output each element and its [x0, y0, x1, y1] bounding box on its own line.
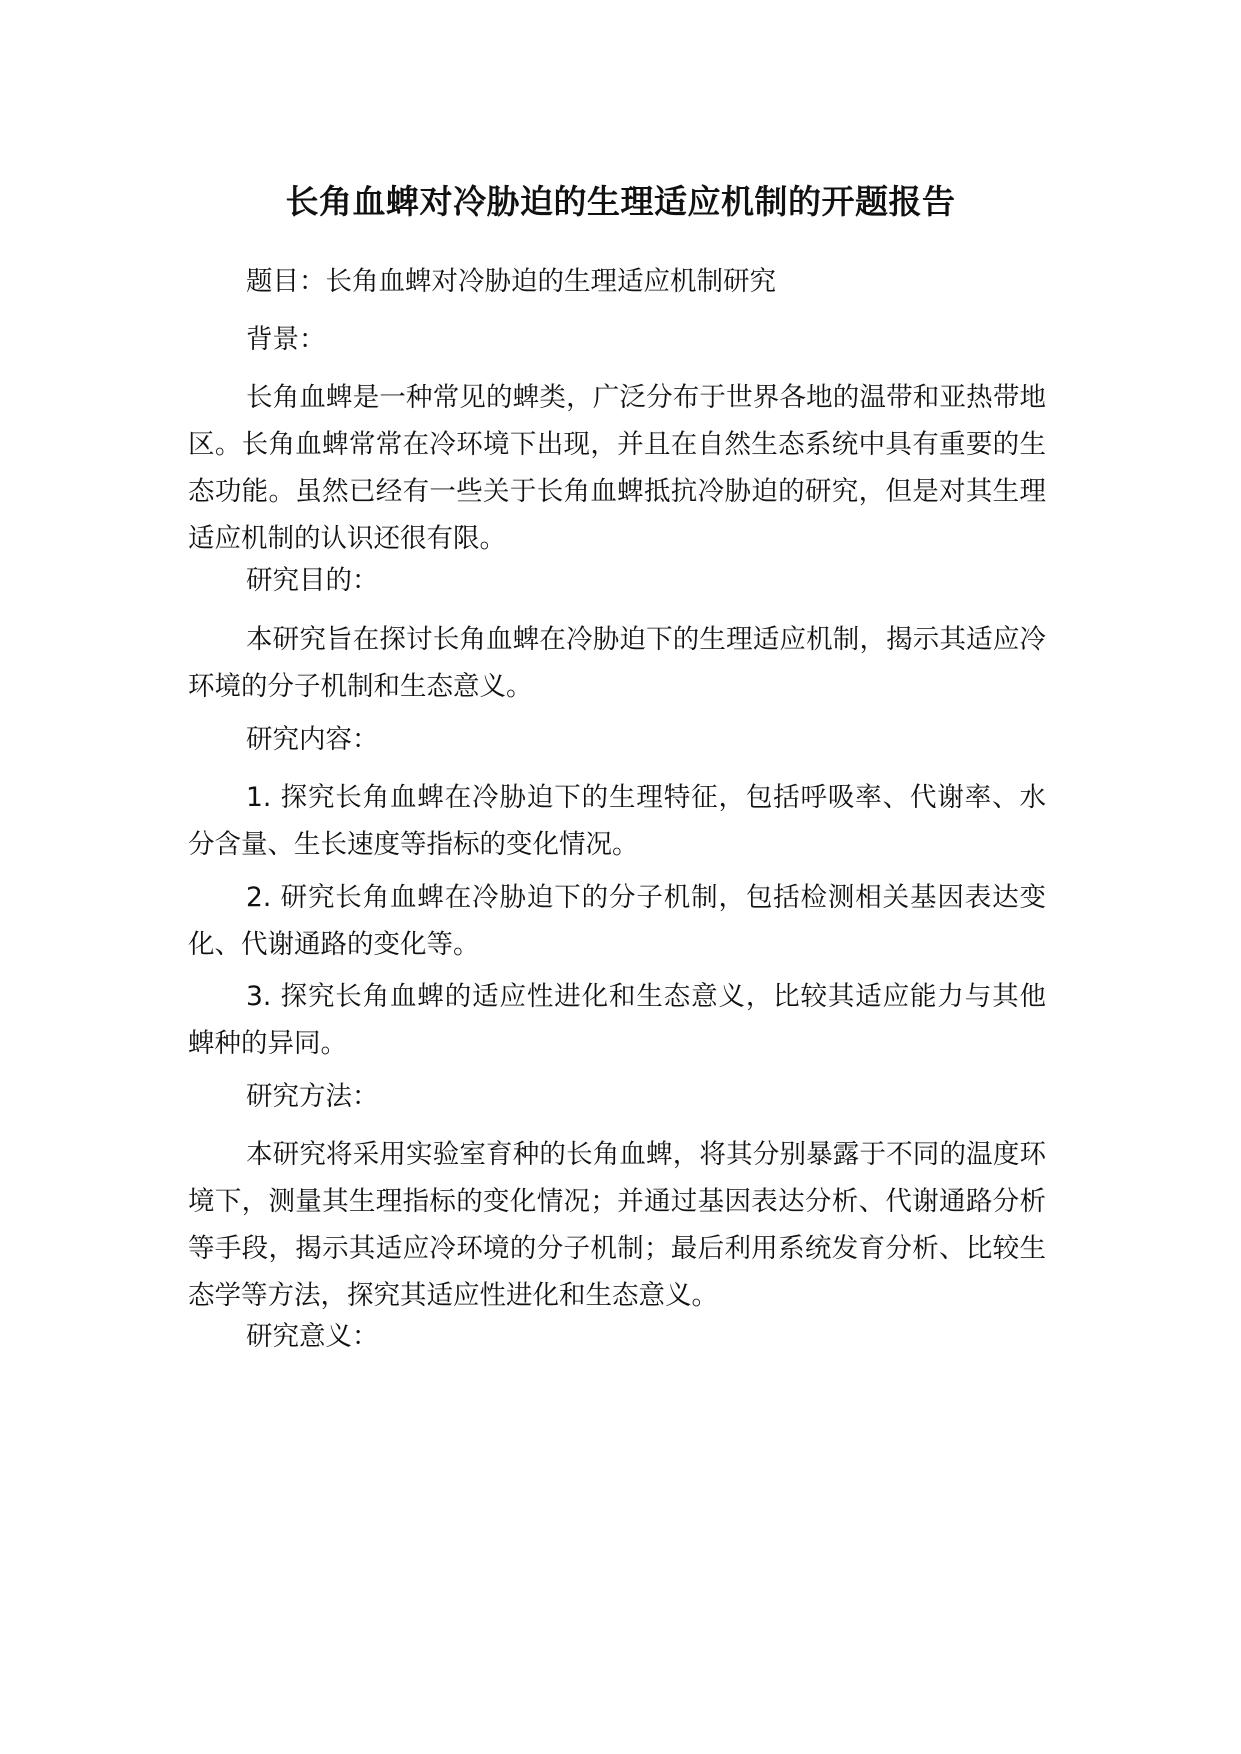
document-title: 长角血蜱对冷胁迫的生理适应机制的开题报告 [285, 182, 956, 221]
section-heading-objective: 研究目的： [246, 565, 379, 596]
section-heading-background: 背景： [246, 324, 326, 355]
background-paragraph: 长角血蜱是一种常见的蜱类，广泛分布于世界各地的温带和亚热带地区。长角血蜱常常在冷环境下出现，并且在自然生态系统中具有重要的生态功能。虽然已经有一些关于长角血蜱抵抗冷胁迫的研究，但是对其生理适应机制的认识还很有限。 [188, 382, 1046, 554]
section-heading-content: 研究内容： [246, 724, 379, 755]
content-item-2: 2. 研究长角血蜱在冷胁迫下的分子机制，包括检测相关基因表达变化、代谢通路的变化等。 [188, 882, 1046, 960]
content-item-3: 3. 探究长角血蜱的适应性进化和生态意义，比较其适应能力与其他蜱种的异同。 [188, 981, 1046, 1059]
content-item-1: 1. 探究长角血蜱在冷胁迫下的生理特征，包括呼吸率、代谢率、水分含量、生长速度等指标的变化情况。 [188, 782, 1046, 860]
objective-paragraph: 本研究旨在探讨长角血蜱在冷胁迫下的生理适应机制，揭示其适应冷环境的分子机制和生态意义。 [188, 624, 1046, 702]
section-heading-method: 研究方法： [246, 1081, 379, 1112]
topic-line: 题目：长角血蜱对冷胁迫的生理适应机制研究 [246, 266, 776, 297]
method-paragraph: 本研究将采用实验室育种的长角血蜱，将其分别暴露于不同的温度环境下，测量其生理指标的变化情况；并通过基因表达分析、代谢通路分析等手段，揭示其适应冷环境的分子机制；最后利用系统发育分析、比较生态学等方法，探究其适应性进化和生态意义。 [188, 1139, 1046, 1311]
section-heading-significance: 研究意义： [246, 1321, 379, 1352]
